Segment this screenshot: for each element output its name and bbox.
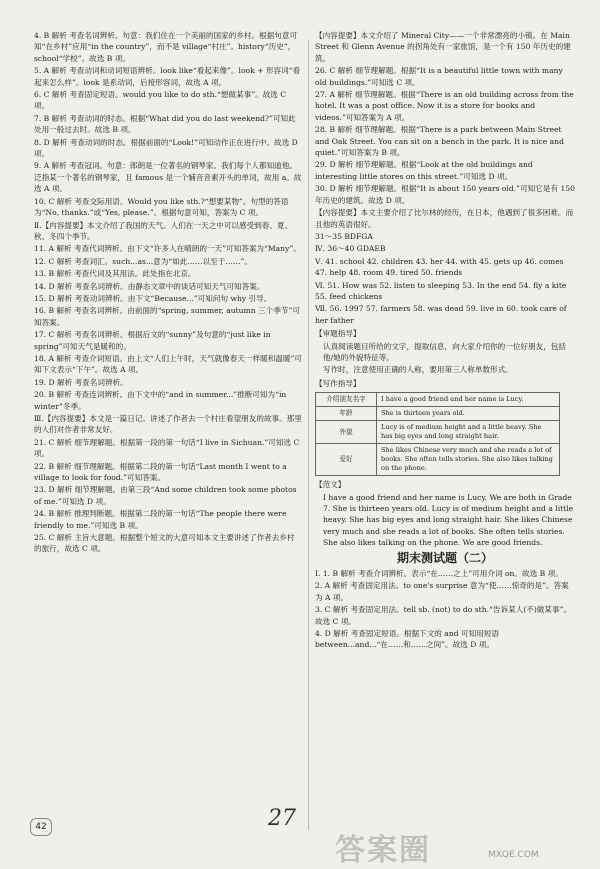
right-column-top-answers bbox=[315, 30, 575, 326]
answer-item: 23. D 解析 细节理解题。由第三段“And some children took some photos of me.”可知选 D 项。 bbox=[34, 485, 297, 506]
answer-item: 4. B 解析 考查名词辨析。句意：我们住在一个美丽的国家的乡村。根据句意可知“在乡村”应用“in the country”，而不是 village“村庄”。history“历史”，school“学校”。故选 B 项。 bbox=[34, 31, 298, 63]
answer-item: 【内容提要】本文介绍了 Mineral City——一个非常漂亮的小镇。在 Main Street 和 Glenn Avenue 的拐角处有一家旅馆，是一个有 150 年历史的建筑。 bbox=[315, 31, 571, 63]
table-key: 年龄 bbox=[316, 407, 377, 421]
answer-item: 22. B 解析 细节理解题。根据第二段的第一句话“Last month I went to a village to look for food.”可知答案。 bbox=[34, 461, 287, 483]
sample-essay-section bbox=[315, 479, 575, 548]
table-row bbox=[316, 393, 560, 407]
answer-item: Ⅶ. 56. 1997 57. farmers 58. was dead 59. live in 60. took care of her father bbox=[315, 304, 567, 325]
right-column-bottom-answers bbox=[315, 568, 575, 651]
page-number: 42 bbox=[30, 818, 52, 836]
answer-item: 18. A 解析 考查介词短语。由上文“人们上午时，天气就像春天一样暖和温暖”可知下文表示“下午”。故选 A 项。 bbox=[34, 353, 302, 375]
table-value: Lucy is of medium height and a little heavy. She has big eyes and long straight hair. bbox=[377, 421, 560, 444]
review-guide-text-1: 认真阅读题目所给的文字，提取信息，向大家介绍你的一位好朋友，包括他/她的外貌特征等。 bbox=[323, 341, 566, 362]
answer-item: Ⅴ. 41. school 42. children 43. her 44. with 45. gets up 46. comes 47. help 48. room 49. tired 50. friends bbox=[315, 256, 564, 278]
table-value: She is thirteen years old. bbox=[377, 407, 560, 421]
answer-item: 17. C 解析 考查名词辨析。根据后文的“sunny”及句意的“just like in spring”可知天气是暖和的。 bbox=[34, 330, 271, 351]
handwritten-number: 27 bbox=[268, 806, 296, 831]
table-row bbox=[316, 421, 560, 444]
writing-guide-section bbox=[315, 378, 575, 476]
column-divider bbox=[308, 40, 309, 830]
answer-item: 16. B 解析 考查名词辨析。由前面的“spring, summer, autumn 三个季节”可知答案。 bbox=[34, 306, 300, 327]
table-row bbox=[316, 444, 560, 476]
right-column bbox=[315, 30, 575, 652]
answer-item: Ⅵ. 51. How was 52. listen to sleeping 53. In the end 54. fly a kite 55. feed chickens bbox=[315, 280, 567, 301]
answer-item: 10. C 解析 考查交际用语。Would you like sth.?“想要某物”。句型的答语为“No, thanks.”或“Yes, please.”。根据句意可知，答案为 C 项。 bbox=[34, 196, 289, 218]
answer-item: 27. A 解析 细节理解题。根据“There is an old building across from the hotel. It was a post office. Now it is a store for books and videos.”可知答案为 A 项。 bbox=[315, 90, 574, 122]
table-key: 外貌 bbox=[316, 421, 377, 444]
answer-item: 5. A 解析 考查动词和动词短语辨析。look like“看起来像”。look + 形容词“看起来怎么样”。look 是系动词，后接形容词，故选 A 项。 bbox=[34, 66, 301, 87]
table-row bbox=[316, 407, 560, 421]
answer-item: 11. A 解析 考查代词辨析。由下文“许多人在晴朗的一天”可知答案为“Many”。 bbox=[34, 244, 301, 254]
review-guide-section bbox=[315, 328, 575, 376]
answer-item: Ⅲ.【内容提要】本文是一篇日记。讲述了作者去一个村庄看望朋友的故事。那里的人们对作者非常友好。 bbox=[34, 414, 302, 435]
answer-item: 9. A 解析 考查冠词。句意：郎朗是一位著名的钢琴家。我们每个人都知道他。泛指某一个著名的钢琴家，且 famous 是一个辅音音素开头的单词，故用 a。故选 A 项。 bbox=[34, 161, 302, 194]
left-column bbox=[34, 30, 302, 556]
answer-item: 19. D 解析 考查名词辨析。 bbox=[34, 377, 128, 387]
table-value: I have a good friend and her name is Lucy. bbox=[377, 393, 560, 407]
section-title: 期末测试题（二） bbox=[396, 550, 493, 565]
writing-guide-heading: 【写作指导】 bbox=[315, 378, 361, 388]
answer-item: Ⅱ.【内容提要】本文介绍了我国的天气。人们在一天之中可以感受到春、夏、秋、冬四个季节。 bbox=[34, 220, 293, 241]
answer-item: 13. B 解析 考查代词及其用法。此处指在北京。 bbox=[34, 269, 196, 279]
answer-item: 21. C 解析 细节理解题。根据第一段的第一句话“I live in Sichuan.”可知选 C 项。 bbox=[34, 437, 300, 459]
sample-essay-heading: 【范文】 bbox=[315, 480, 346, 490]
table-key: 爱好 bbox=[316, 444, 377, 476]
answer-item: 26. C 解析 细节理解题。根据“It is a beautiful little town with many old buildings.”可知选 C 项。 bbox=[315, 66, 563, 87]
table-key: 介绍朋友名字 bbox=[316, 393, 377, 407]
answer-item: Ⅰ. 1. B 解析 考查介词辨析。表示“在……之上”可用介词 on。故选 B 项。 bbox=[315, 569, 563, 579]
watermark-logo: 答案圈 bbox=[335, 833, 431, 868]
answer-item: 12. C 解析 考查词汇。such...as...意为“如此……以至于……”。 bbox=[34, 256, 253, 266]
sample-essay-text: I have a good friend and her name is Lucy. We are both in Grade 7. She is thirteen years old. Lucy is of medium height and a little heavy. She has big eyes and long straight hair. She likes Chinese very much and she reads a lot of books. She often tells stories. She also likes talking on the phone. We are good friends. bbox=[323, 492, 574, 548]
answer-item: 3. C 解析 考查固定用法。tell sb. (not) to do sth.“告诉某人(不)做某事”。故选 C 项。 bbox=[315, 605, 572, 626]
answer-item: 14. D 解析 考查名词辨析。由静态文章中的谈话可知天气可知答案。 bbox=[34, 281, 265, 291]
answer-item: 28. B 解析 细节理解题。根据“There is a park between Main Street and Oak Street. You can sit on a bench in the park. It is nice and quiet.”可知答案为 B 项。 bbox=[315, 125, 564, 158]
answer-item: 【内容提要】本文主要介绍了比尔林的经历，在日本，他遇到了很多困难。而且他的英语很好。 bbox=[315, 208, 574, 229]
answer-item: 25. C 解析 主旨大意题。根据整个短文的大意可知本文主要讲述了作者去乡村的旅行，故选 C 项。 bbox=[34, 533, 295, 554]
answer-item: 24. B 解析 推理判断题。根据第二段的第一句话“The people there were friendly to me.”可知选 B 项。 bbox=[34, 509, 287, 530]
answer-item: 20. B 解析 考查连词辨析。由下文中的“and in summer...”推断可知为“in winter”冬季。 bbox=[34, 390, 287, 411]
watermark-url: MXQE.COM bbox=[488, 850, 539, 860]
answer-item: 7. B 解析 考查动词的时态。根据“What did you do last weekend?”可知此处用一般过去时。故选 B 项。 bbox=[34, 113, 296, 135]
answer-item: 6. C 解析 考查固定短语。would you like to do sth.“想做某事”。故选 C 项。 bbox=[34, 90, 287, 111]
answer-item: 4. D 解析 考查固定短语。根据下文的 and 可知用短语 between...and...“在……和……之间”。故选 D 项。 bbox=[315, 629, 499, 650]
answer-item: 15. D 解析 考查动词辨析。由下文“Because...”可知问句 why 引导。 bbox=[34, 293, 272, 303]
answer-item: 31～35 BDFGA bbox=[315, 231, 373, 241]
writing-guide-table bbox=[315, 392, 560, 476]
table-value: She likes Chinese very much and she reads a lot of books. She often tells stories. She also likes talking on the phone. bbox=[377, 444, 560, 476]
answer-item: 30. D 解析 细节理解题。根据“It is about 150 years old.”可知它是有 150 年历史的建筑。故选 D 项。 bbox=[315, 184, 575, 205]
review-guide-text-2: 写作时，注意使用正确的人称，要用第三人称单数形式。 bbox=[323, 365, 513, 375]
answer-item: 8. D 解析 考查动词的时态。根据前面的“Look!”可知动作正在进行中。故选 D 项。 bbox=[34, 137, 298, 159]
answer-item: 2. A 解析 考查固定用法。to one's surprise 意为“使……惊奇的是”。答案为 A 项。 bbox=[315, 581, 569, 602]
review-guide-heading: 【审题指导】 bbox=[315, 329, 361, 339]
answer-item: Ⅳ. 36～40 GDAEB bbox=[315, 244, 386, 254]
answer-item: 29. D 解析 细节理解题。根据“Look at the old buildings and interesting little stores on this street.”可知选 D 项。 bbox=[315, 160, 533, 181]
